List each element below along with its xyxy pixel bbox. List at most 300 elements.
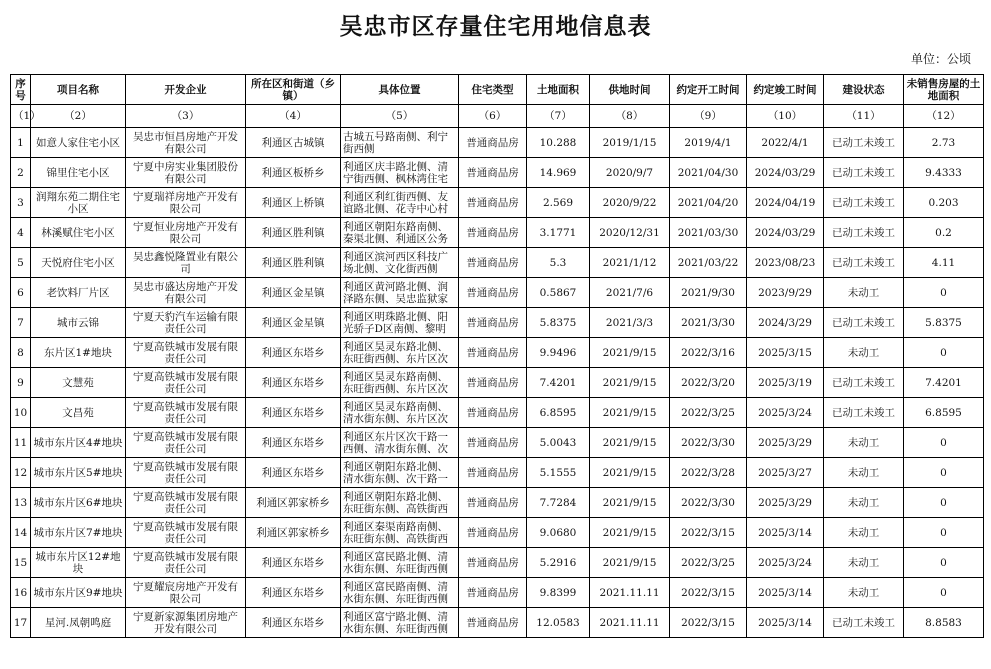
unsold-area: 0 — [940, 496, 947, 509]
housing-type-cell — [459, 398, 527, 428]
start-date-cell — [670, 248, 747, 278]
unsold-area-cell — [904, 338, 984, 368]
status: 已动工未竣工 — [832, 256, 895, 269]
housing-type-cell — [459, 338, 527, 368]
project-name: 城市东片区7#地块 — [33, 526, 123, 539]
completion-date-cell — [747, 128, 824, 158]
project-name-cell — [31, 278, 126, 308]
housing-type: 普通商品房 — [466, 376, 519, 389]
supply-date: 2021/9/15 — [602, 376, 657, 389]
status: 已动工未竣工 — [832, 376, 895, 389]
project-name: 润翔东苑二期住宅小区 — [36, 190, 120, 215]
status-cell — [824, 338, 904, 368]
start-date: 2022/3/25 — [681, 556, 735, 569]
district: 利通区胜利镇 — [261, 256, 325, 269]
land-area-cell — [527, 398, 590, 428]
supply-date-cell — [590, 518, 670, 548]
row-number-cell — [11, 308, 31, 338]
row-number: 9 — [17, 376, 24, 389]
developer: 吴忠市盛达房地产开发有限公司 — [133, 280, 238, 305]
unsold-area-cell — [904, 188, 984, 218]
developer: 宁夏高铁城市发展有限责任公司 — [133, 370, 238, 395]
district-cell — [246, 158, 341, 188]
completion-date: 2022/4/1 — [761, 136, 809, 149]
column-index: （2） — [31, 105, 126, 128]
start-date: 2021/04/20 — [677, 196, 739, 209]
project-name: 老饮料厂片区 — [46, 286, 110, 299]
housing-type: 普通商品房 — [466, 496, 519, 509]
start-date-cell — [670, 548, 747, 578]
row-number-cell — [11, 338, 31, 368]
developer-cell — [126, 398, 246, 428]
column-header: 约定开工时间 — [670, 75, 747, 105]
status-cell — [824, 428, 904, 458]
project-name-cell — [31, 428, 126, 458]
district: 利通区郭家桥乡 — [256, 496, 330, 509]
location-cell — [341, 548, 459, 578]
project-name: 文慧苑 — [62, 376, 94, 389]
row-number-cell — [11, 578, 31, 608]
district-cell — [246, 458, 341, 488]
developer-cell — [126, 188, 246, 218]
completion-date: 2025/3/19 — [758, 376, 812, 389]
project-name-cell — [31, 308, 126, 338]
status: 未动工 — [847, 496, 880, 509]
project-name-cell — [31, 368, 126, 398]
unsold-area-cell — [904, 218, 984, 248]
unsold-area: 0 — [940, 526, 947, 539]
housing-type: 普通商品房 — [466, 556, 519, 569]
row-number-cell — [11, 488, 31, 518]
location: 利通区昊灵东路南侧、清水街东侧、东片区次 — [343, 400, 448, 425]
district: 利通区东塔乡 — [261, 616, 325, 629]
column-index: （7） — [527, 105, 590, 128]
column-index: （6） — [459, 105, 527, 128]
column-index: （8） — [590, 105, 670, 128]
completion-date-cell — [747, 488, 824, 518]
district: 利通区胜利镇 — [261, 226, 325, 239]
column-header: 土地面积 — [527, 75, 590, 105]
developer-cell — [126, 128, 246, 158]
land-area: 6.8595 — [539, 406, 577, 419]
location-cell — [341, 308, 459, 338]
unsold-area: 4.11 — [931, 256, 956, 269]
project-name: 如意人家住宅小区 — [36, 136, 120, 149]
unsold-area: 8.8583 — [925, 616, 962, 629]
row-number-cell — [11, 158, 31, 188]
supply-date-cell — [590, 158, 670, 188]
index-row — [11, 105, 984, 128]
housing-type: 普通商品房 — [466, 406, 519, 419]
district: 利通区板桥乡 — [261, 166, 325, 179]
district-cell — [246, 278, 341, 308]
land-area-cell — [527, 608, 590, 638]
developer-cell — [126, 338, 246, 368]
table-row — [11, 458, 984, 488]
housing-type: 普通商品房 — [466, 466, 519, 479]
district-cell — [246, 338, 341, 368]
completion-date-cell — [747, 368, 824, 398]
completion-date: 2023/9/29 — [758, 286, 812, 299]
district-cell — [246, 128, 341, 158]
table-row — [11, 548, 984, 578]
project-name-cell — [31, 188, 126, 218]
row-number: 14 — [13, 526, 28, 539]
housing-type-cell — [459, 488, 527, 518]
table-row — [11, 278, 984, 308]
start-date: 2022/3/20 — [681, 376, 735, 389]
land-area: 9.8399 — [539, 586, 577, 599]
location: 利通区昊灵东路北侧、东旺街西侧、东片区次 — [343, 340, 448, 365]
district-cell — [246, 398, 341, 428]
start-date-cell — [670, 218, 747, 248]
unsold-area-cell — [904, 428, 984, 458]
location-cell — [341, 518, 459, 548]
project-name-cell — [31, 488, 126, 518]
status: 未动工 — [847, 286, 880, 299]
row-number-cell — [11, 188, 31, 218]
status-cell — [824, 608, 904, 638]
start-date: 2021/03/30 — [677, 226, 739, 239]
unsold-area-cell — [904, 368, 984, 398]
unsold-area: 0 — [940, 556, 947, 569]
supply-date: 2021.11.11 — [599, 616, 660, 629]
column-index: （9） — [670, 105, 747, 128]
land-area-cell — [527, 578, 590, 608]
table-row — [11, 428, 984, 458]
land-area: 5.3 — [549, 256, 567, 269]
column-index: （1） — [11, 105, 31, 128]
column-header: 建设状态 — [824, 75, 904, 105]
supply-date: 2021/9/15 — [602, 436, 657, 449]
header-row — [11, 75, 984, 105]
supply-date-cell — [590, 488, 670, 518]
table-row — [11, 128, 984, 158]
developer: 宁夏高铁城市发展有限责任公司 — [133, 550, 238, 575]
project-name: 林溪赋住宅小区 — [41, 226, 115, 239]
supply-date: 2021/9/15 — [602, 466, 657, 479]
status-cell — [824, 308, 904, 338]
developer-cell — [126, 308, 246, 338]
start-date-cell — [670, 278, 747, 308]
project-name: 城市东片区12#地块 — [35, 550, 121, 575]
completion-date: 2025/3/29 — [758, 436, 812, 449]
land-area: 14.969 — [539, 166, 577, 179]
table-row — [11, 248, 984, 278]
location-cell — [341, 398, 459, 428]
land-area-cell — [527, 428, 590, 458]
row-number: 1 — [17, 136, 24, 149]
row-number: 16 — [13, 586, 28, 599]
column-index: （10） — [747, 105, 824, 128]
location-cell — [341, 368, 459, 398]
project-name: 城市东片区4#地块 — [33, 436, 123, 449]
row-number-cell — [11, 278, 31, 308]
status: 已动工未竣工 — [832, 196, 895, 209]
land-area: 12.0583 — [536, 616, 580, 629]
land-area: 5.0043 — [539, 436, 577, 449]
row-number-cell — [11, 218, 31, 248]
completion-date: 2024/04/19 — [754, 196, 816, 209]
start-date-cell — [670, 398, 747, 428]
start-date: 2022/3/15 — [681, 586, 735, 599]
unsold-area: 0 — [940, 346, 947, 359]
supply-date-cell — [590, 218, 670, 248]
housing-type-cell — [459, 248, 527, 278]
district: 利通区东塔乡 — [261, 466, 325, 479]
developer: 宁夏高铁城市发展有限责任公司 — [133, 400, 238, 425]
status: 未动工 — [847, 586, 880, 599]
table-row — [11, 158, 984, 188]
row-number-cell — [11, 368, 31, 398]
supply-date-cell — [590, 188, 670, 218]
supply-date-cell — [590, 368, 670, 398]
land-area: 9.0680 — [539, 526, 577, 539]
land-area-cell — [527, 518, 590, 548]
completion-date-cell — [747, 308, 824, 338]
district: 利通区郭家桥乡 — [256, 526, 330, 539]
developer-cell — [126, 158, 246, 188]
supply-date-cell — [590, 398, 670, 428]
location: 利通区富宁路北侧、清水街东侧、东旺街西侧 — [343, 610, 448, 635]
project-name-cell — [31, 218, 126, 248]
location-cell — [341, 428, 459, 458]
unsold-area-cell — [904, 608, 984, 638]
project-name-cell — [31, 608, 126, 638]
supply-date: 2021/9/15 — [602, 496, 657, 509]
project-name: 城市云锦 — [57, 316, 99, 329]
start-date-cell — [670, 518, 747, 548]
status: 已动工未竣工 — [832, 316, 895, 329]
developer: 宁夏恒业房地产开发有限公司 — [133, 220, 238, 245]
district: 利通区东塔乡 — [261, 586, 325, 599]
housing-type: 普通商品房 — [466, 586, 519, 599]
completion-date-cell — [747, 278, 824, 308]
land-area-cell — [527, 128, 590, 158]
table-row — [11, 488, 984, 518]
row-number: 8 — [17, 346, 24, 359]
district-cell — [246, 518, 341, 548]
location: 利通区庆丰路北侧、清宁街西侧、枫林湾住宅 — [343, 160, 448, 185]
land-area-cell — [527, 548, 590, 578]
district-cell — [246, 608, 341, 638]
start-date-cell — [670, 488, 747, 518]
completion-date: 2025/3/27 — [758, 466, 812, 479]
row-number-cell — [11, 248, 31, 278]
supply-date-cell — [590, 128, 670, 158]
land-area: 2.569 — [542, 196, 574, 209]
project-name: 东片区1#地块 — [44, 346, 112, 359]
developer-cell — [126, 218, 246, 248]
row-number: 3 — [17, 196, 24, 209]
start-date-cell — [670, 188, 747, 218]
project-name: 锦里住宅小区 — [46, 166, 110, 179]
land-area-cell — [527, 188, 590, 218]
start-date: 2022/3/15 — [681, 616, 735, 629]
supply-date: 2021.11.11 — [599, 586, 660, 599]
developer: 宁夏瑞祥房地产开发有限公司 — [133, 190, 238, 215]
column-index: （12） — [904, 105, 984, 128]
start-date: 2021/3/30 — [681, 316, 735, 329]
start-date: 2022/3/30 — [681, 436, 735, 449]
unsold-area: 0.2 — [935, 226, 952, 239]
land-area: 10.288 — [539, 136, 577, 149]
start-date: 2019/4/1 — [684, 136, 732, 149]
housing-type-cell — [459, 608, 527, 638]
project-name-cell — [31, 158, 126, 188]
location: 利通区黄河路北侧、润泽路东侧、吴忠监狱家 — [343, 280, 448, 305]
developer-cell — [126, 278, 246, 308]
district: 利通区东塔乡 — [261, 376, 325, 389]
supply-date-cell — [590, 608, 670, 638]
land-area-cell — [527, 338, 590, 368]
status: 未动工 — [847, 556, 880, 569]
status: 未动工 — [847, 526, 880, 539]
supply-date-cell — [590, 458, 670, 488]
housing-type-cell — [459, 458, 527, 488]
status: 已动工未竣工 — [832, 226, 895, 239]
start-date-cell — [670, 128, 747, 158]
land-area: 5.8375 — [539, 316, 577, 329]
status: 已动工未竣工 — [832, 166, 895, 179]
completion-date-cell — [747, 398, 824, 428]
unsold-area: 6.8595 — [925, 406, 962, 419]
housing-type: 普通商品房 — [466, 436, 519, 449]
unit-label: 单位：公顷 — [910, 52, 971, 66]
location-cell — [341, 458, 459, 488]
status: 已动工未竣工 — [832, 616, 895, 629]
completion-date-cell — [747, 548, 824, 578]
completion-date: 2024/3/29 — [758, 316, 812, 329]
housing-type: 普通商品房 — [466, 346, 519, 359]
unsold-area-cell — [904, 518, 984, 548]
district-cell — [246, 188, 341, 218]
land-area-cell — [527, 218, 590, 248]
status: 未动工 — [847, 466, 880, 479]
district-cell — [246, 218, 341, 248]
column-header: 供地时间 — [590, 75, 670, 105]
unsold-area: 0 — [940, 436, 947, 449]
unsold-area-cell — [904, 278, 984, 308]
table-row — [11, 398, 984, 428]
column-header: 开发企业 — [126, 75, 246, 105]
developer: 宁夏天豹汽车运输有限责任公司 — [133, 310, 238, 335]
district: 利通区金星镇 — [261, 316, 325, 329]
unsold-area: 2.73 — [931, 136, 956, 149]
housing-type: 普通商品房 — [466, 256, 519, 269]
developer: 宁夏高铁城市发展有限责任公司 — [133, 490, 238, 515]
district: 利通区东塔乡 — [261, 556, 325, 569]
project-name-cell — [31, 398, 126, 428]
supply-date: 2021/9/15 — [602, 346, 657, 359]
project-name: 城市东片区5#地块 — [33, 466, 123, 479]
unsold-area: 5.8375 — [925, 316, 962, 329]
project-name: 天悦府住宅小区 — [41, 256, 115, 269]
completion-date: 2025/3/24 — [758, 406, 812, 419]
supply-date-cell — [590, 578, 670, 608]
location: 利通区朝阳东路北侧、清水街东侧、次干路一 — [343, 460, 448, 485]
start-date-cell — [670, 458, 747, 488]
completion-date-cell — [747, 518, 824, 548]
status-cell — [824, 248, 904, 278]
status-cell — [824, 548, 904, 578]
supply-date-cell — [590, 428, 670, 458]
unsold-area: 0.203 — [928, 196, 959, 209]
developer: 宁夏高铁城市发展有限责任公司 — [133, 340, 238, 365]
location-cell — [341, 158, 459, 188]
land-area-cell — [527, 458, 590, 488]
location-cell — [341, 248, 459, 278]
unsold-area-cell — [904, 248, 984, 278]
row-number-cell — [11, 398, 31, 428]
status-cell — [824, 488, 904, 518]
developer: 吴忠市恒昌房地产开发有限公司 — [133, 130, 238, 155]
housing-type: 普通商品房 — [466, 136, 519, 149]
start-date-cell — [670, 308, 747, 338]
developer-cell — [126, 248, 246, 278]
developer: 宁夏新家源集团房地产开发有限公司 — [133, 610, 238, 635]
completion-date-cell — [747, 188, 824, 218]
status: 已动工未竣工 — [832, 406, 895, 419]
completion-date-cell — [747, 458, 824, 488]
column-header: 住宅类型 — [459, 75, 527, 105]
developer: 宁夏高铁城市发展有限责任公司 — [133, 430, 238, 455]
location: 利通区利红街西侧、友谊路北侧、花寺中心村 — [343, 190, 448, 215]
housing-type: 普通商品房 — [466, 316, 519, 329]
housing-type-cell — [459, 278, 527, 308]
row-number: 11 — [13, 436, 28, 449]
status: 未动工 — [847, 346, 880, 359]
housing-type-cell — [459, 128, 527, 158]
supply-date-cell — [590, 338, 670, 368]
status-cell — [824, 368, 904, 398]
start-date-cell — [670, 338, 747, 368]
location: 利通区秦渠南路南侧、东旺街东侧、高铁街西 — [343, 520, 448, 545]
start-date: 2021/9/30 — [681, 286, 735, 299]
project-name: 星河.凤朝鸣庭 — [44, 616, 112, 629]
row-number: 4 — [17, 226, 24, 239]
completion-date-cell — [747, 428, 824, 458]
project-name: 城市东片区9#地块 — [33, 586, 123, 599]
supply-date: 2021/3/3 — [605, 316, 654, 329]
land-area-cell — [527, 488, 590, 518]
row-number: 5 — [17, 256, 24, 269]
land-area: 5.2916 — [539, 556, 577, 569]
developer-cell — [126, 368, 246, 398]
location-cell — [341, 338, 459, 368]
unsold-area-cell — [904, 128, 984, 158]
land-area: 7.7284 — [539, 496, 577, 509]
start-date: 2021/04/30 — [677, 166, 739, 179]
row-number: 2 — [17, 166, 24, 179]
land-area: 5.1555 — [539, 466, 577, 479]
location: 利通区昊灵东路南侧、东旺街西侧、东片区次 — [343, 370, 448, 395]
start-date: 2022/3/30 — [681, 496, 735, 509]
land-info-table — [10, 74, 984, 638]
district: 利通区东塔乡 — [261, 346, 325, 359]
housing-type-cell — [459, 578, 527, 608]
supply-date: 2020/9/22 — [602, 196, 657, 209]
location-cell — [341, 488, 459, 518]
unsold-area: 9.4333 — [925, 166, 962, 179]
district: 利通区东塔乡 — [261, 436, 325, 449]
location: 利通区朝阳东路南侧、秦渠北侧、利通区公务 — [343, 220, 448, 245]
location: 利通区富民路北侧、清水街东侧、东旺街西侧 — [343, 550, 448, 575]
completion-date-cell — [747, 158, 824, 188]
developer: 宁夏耀宸房地产开发有限公司 — [133, 580, 238, 605]
housing-type-cell — [459, 188, 527, 218]
status-cell — [824, 188, 904, 218]
